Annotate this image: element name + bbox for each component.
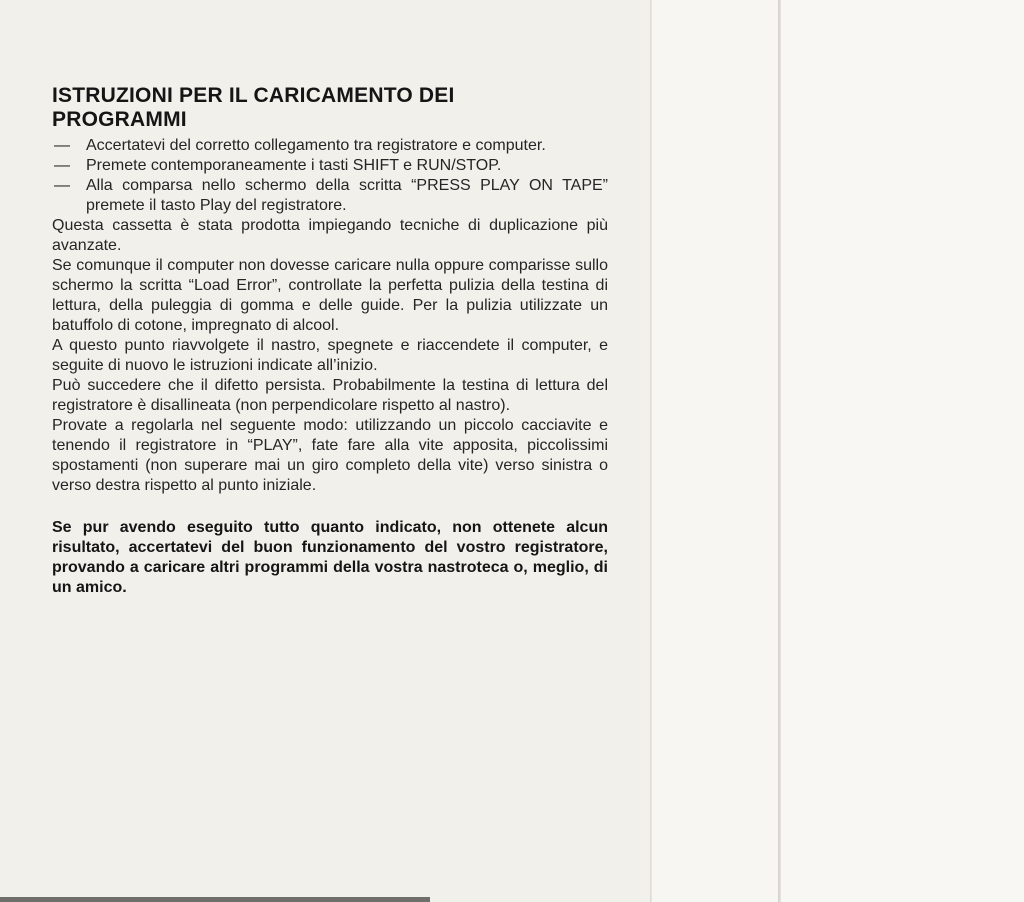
dash-bullet: —: [54, 137, 70, 154]
list-item: [52, 156, 608, 176]
step-text: Alla comparsa nello schermo della scritta “PRESS PLAY ON TAPE” premete il tasto Play del registratore.: [86, 177, 608, 214]
step-text: Accertatevi del corretto collegamento tra registratore e computer.: [86, 137, 546, 154]
instructions-section: [52, 84, 608, 598]
step-text: Premete contemporaneamente i tasti SHIFT e RUN/STOP.: [86, 157, 502, 174]
dash-bullet: —: [54, 157, 70, 174]
page-title: ISTRUZIONI PER IL CARICAMENTO DEI PROGRAMMI: [52, 84, 455, 131]
middle-page-panel: [652, 0, 778, 902]
paragraph: Se comunque il computer non dovesse caricare nulla oppure comparisse sullo schermo la scritta “Load Error”, controllate la perfetta pulizia della testina di lettura, della puleggia di gomma e delle guide. Per la pulizia utilizzate un batuffolo di cotone, impregnato di alcool.: [52, 257, 608, 334]
steps-list: [52, 136, 608, 216]
dash-bullet: —: [54, 177, 70, 194]
paragraph: Questa cassetta è stata prodotta impiegando tecniche di duplicazione più avanzate.: [52, 217, 608, 254]
closing-note: Se pur avendo eseguito tutto quanto indicato, non ottenete alcun risultato, accertatevi del buon funzionamento del vostro registratore, provando a caricare altri programmi della vostra nastroteca o, meglio, di un amico.: [52, 519, 608, 596]
paragraph: A questo punto riavvolgete il nastro, spegnete e riaccendete il computer, e seguite di nuovo le istruzioni indicate all’inizio.: [52, 337, 608, 374]
list-item: [52, 136, 608, 156]
paragraph: Può succedere che il difetto persista. Probabilmente la testina di lettura del registratore è disallineata (non perpendicolare rispetto al nastro).: [52, 377, 608, 414]
scan-bottom-edge: [0, 897, 430, 902]
right-page-panel: [781, 0, 1024, 902]
list-item: [52, 176, 608, 216]
paragraph: Provate a regolarla nel seguente modo: utilizzando un piccolo cacciavite e tenendo il registratore in “PLAY”, fate fare alla vite apposita, piccolissimi spostamenti (non superare mai un giro completo della vite) verso sinistra o verso destra rispetto al punto iniziale.: [52, 417, 608, 494]
